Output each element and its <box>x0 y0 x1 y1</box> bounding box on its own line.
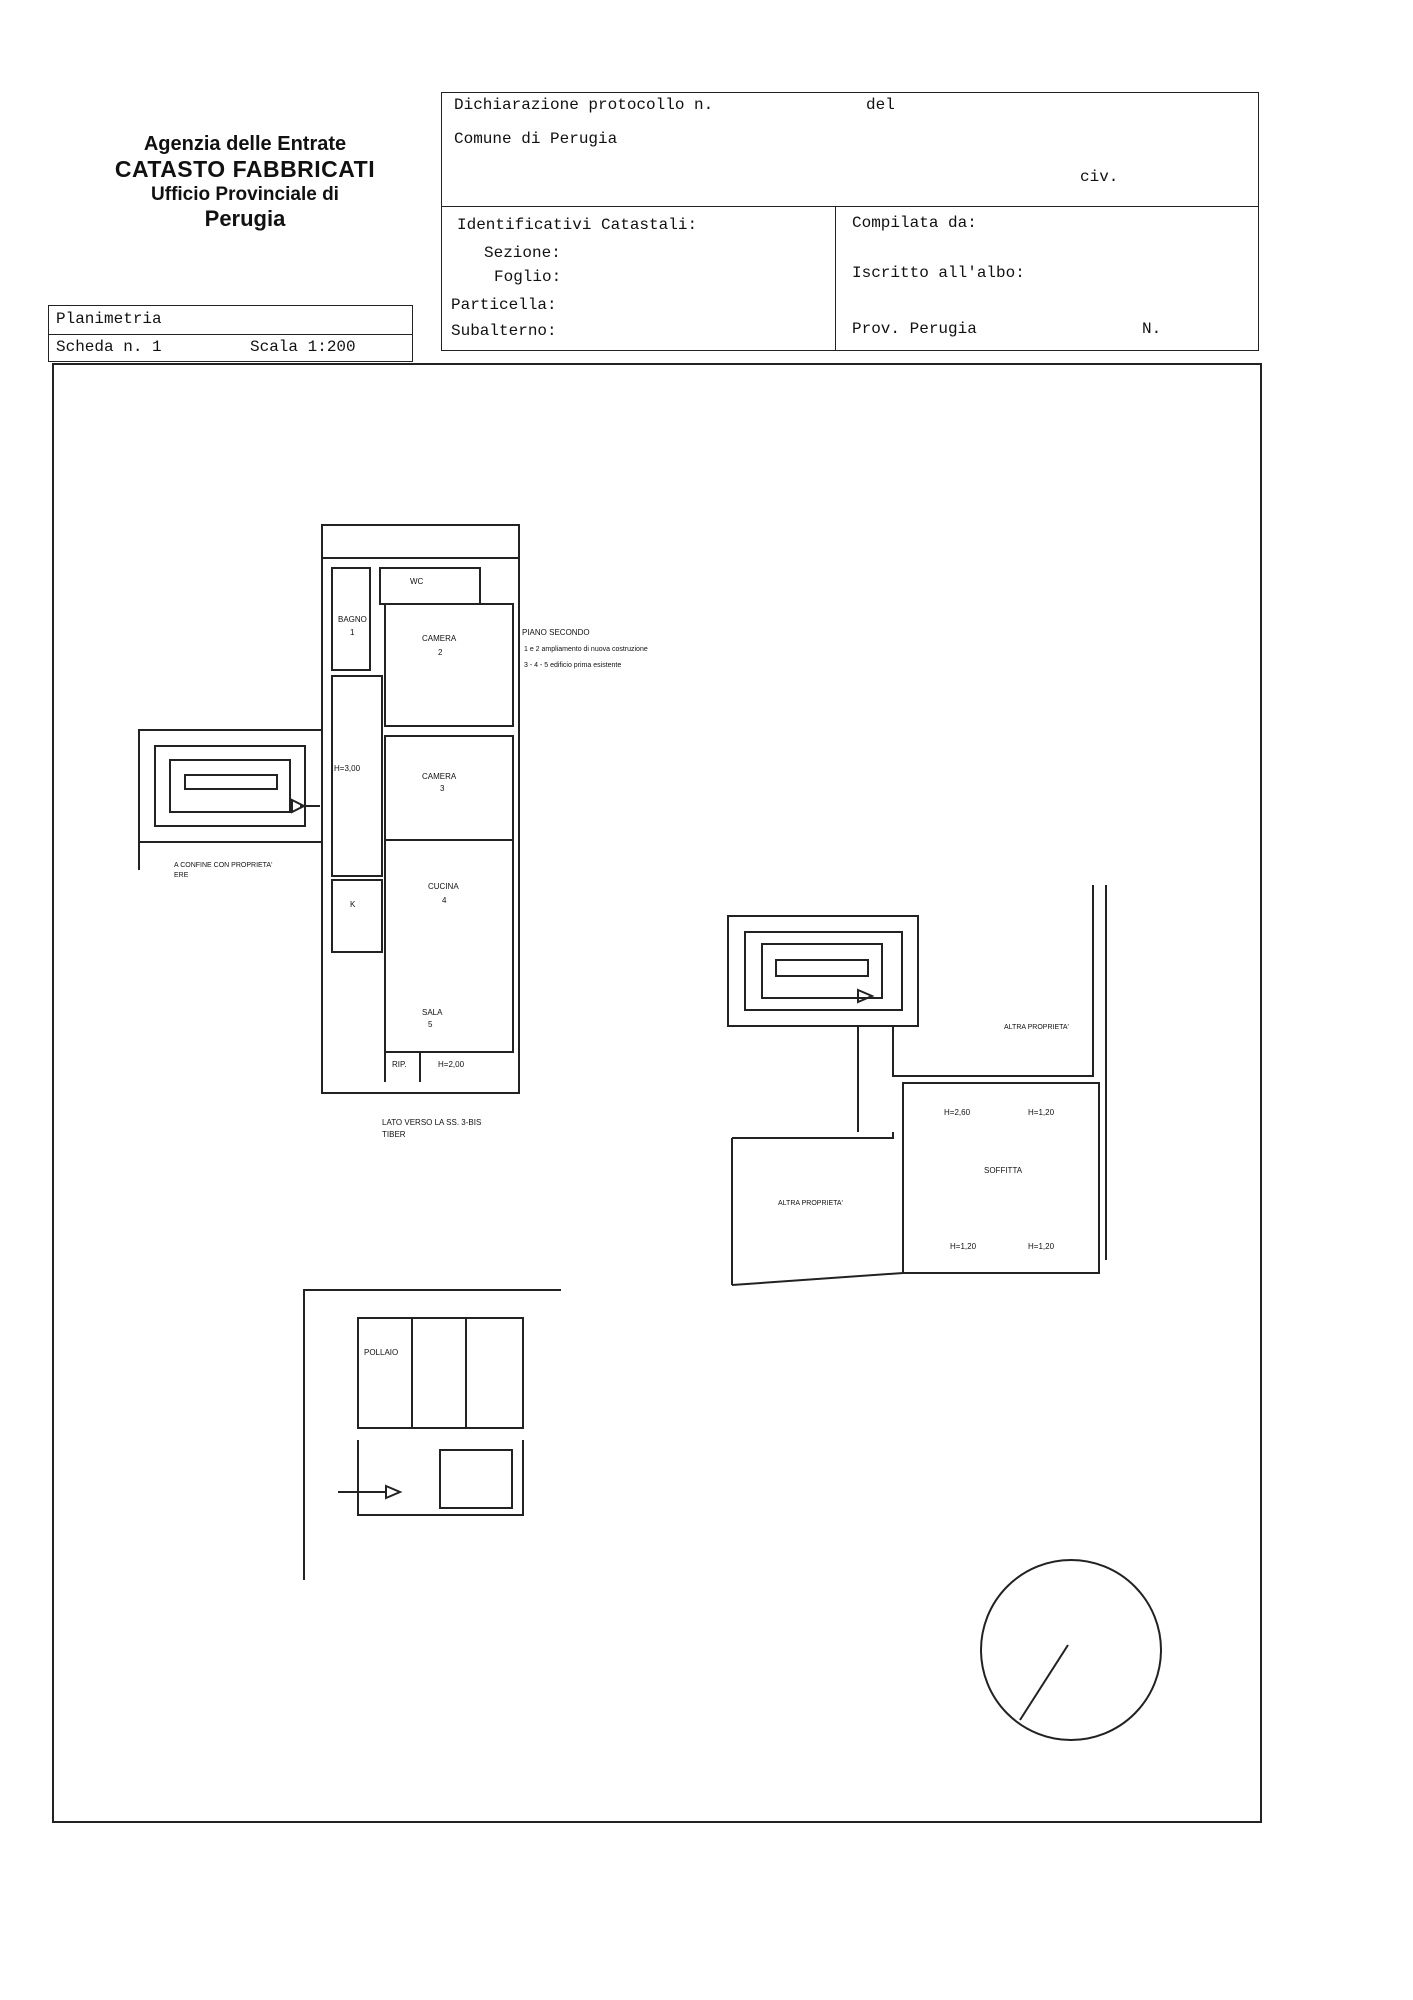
height-120-bottom-left-label: H=1,20 <box>950 1242 977 1251</box>
particella-label: Particella: <box>451 296 557 314</box>
catasto-title: CATASTO FABBRICATI <box>114 156 376 182</box>
camera3-label: CAMERA <box>422 772 457 781</box>
camera3-number: 3 <box>440 784 445 793</box>
note-line-1: 1 e 2 ampliamento di nuova costruzione <box>524 646 648 653</box>
iscritto-label: Iscritto all'albo: <box>852 264 1025 282</box>
province-name: Perugia <box>204 206 286 232</box>
sala-label: SALA <box>422 1008 443 1017</box>
cucina-label: CUCINA <box>428 882 459 891</box>
height-200-label: H=2,00 <box>438 1060 465 1069</box>
soffitta-label: SOFFITTA <box>984 1166 1023 1175</box>
scala-label: Scala 1:200 <box>250 338 356 356</box>
confini-label-1: A CONFINE CON PROPRIETA' <box>174 862 273 869</box>
note-line-2: 3 - 4 - 5 edificio prima esistente <box>524 662 622 669</box>
camera2-label: CAMERA <box>422 634 457 643</box>
height-120-top-label: H=1,20 <box>1028 1108 1055 1117</box>
wc-label: WC <box>410 577 424 586</box>
lato-label-2: TIBER <box>382 1130 406 1139</box>
pollaio-label: POLLAIO <box>364 1348 399 1357</box>
height-120-bottom-right-label: H=1,20 <box>1028 1242 1055 1251</box>
height-300-label: H=3,00 <box>334 764 361 773</box>
sala-number: 5 <box>428 1020 433 1029</box>
rip-label: RIP. <box>392 1060 407 1069</box>
camera2-number: 2 <box>438 648 443 657</box>
lato-label-1: LATO VERSO LA SS. 3-BIS <box>382 1118 482 1127</box>
agency-name: Agenzia delle Entrate <box>143 133 347 155</box>
confini-label-2: ERE <box>174 872 189 879</box>
piano-label: PIANO SECONDO <box>522 628 590 637</box>
comune-label: Comune di Perugia <box>454 130 618 148</box>
ufficio-label: Ufficio Provinciale di <box>151 183 339 205</box>
subalterno-label: Subalterno: <box>451 322 557 340</box>
identificativi-label: Identificativi Catastali: <box>457 216 698 234</box>
scheda-number: Scheda n. 1 <box>56 338 162 356</box>
compilata-label: Compilata da: <box>852 214 977 232</box>
civ-label: civ. <box>1080 168 1119 186</box>
n-label: N. <box>1142 320 1162 338</box>
foglio-label: Foglio: <box>494 268 562 286</box>
bagno-label: BAGNO <box>338 615 367 624</box>
k-label: K <box>350 900 356 909</box>
bagno-number: 1 <box>350 628 355 637</box>
protocol-label: Dichiarazione protocollo n. <box>454 96 714 114</box>
sezione-label: Sezione: <box>484 244 561 262</box>
prov-label: Prov. Perugia <box>852 320 977 338</box>
height-260-label: H=2,60 <box>944 1108 971 1117</box>
altra-proprieta-label-2: ALTRA PROPRIETA' <box>778 1200 843 1207</box>
del-label: del <box>866 96 895 114</box>
planimetria-title: Planimetria <box>56 310 162 328</box>
cucina-number: 4 <box>442 896 447 905</box>
altra-proprieta-label-1: ALTRA PROPRIETA' <box>1004 1024 1069 1031</box>
